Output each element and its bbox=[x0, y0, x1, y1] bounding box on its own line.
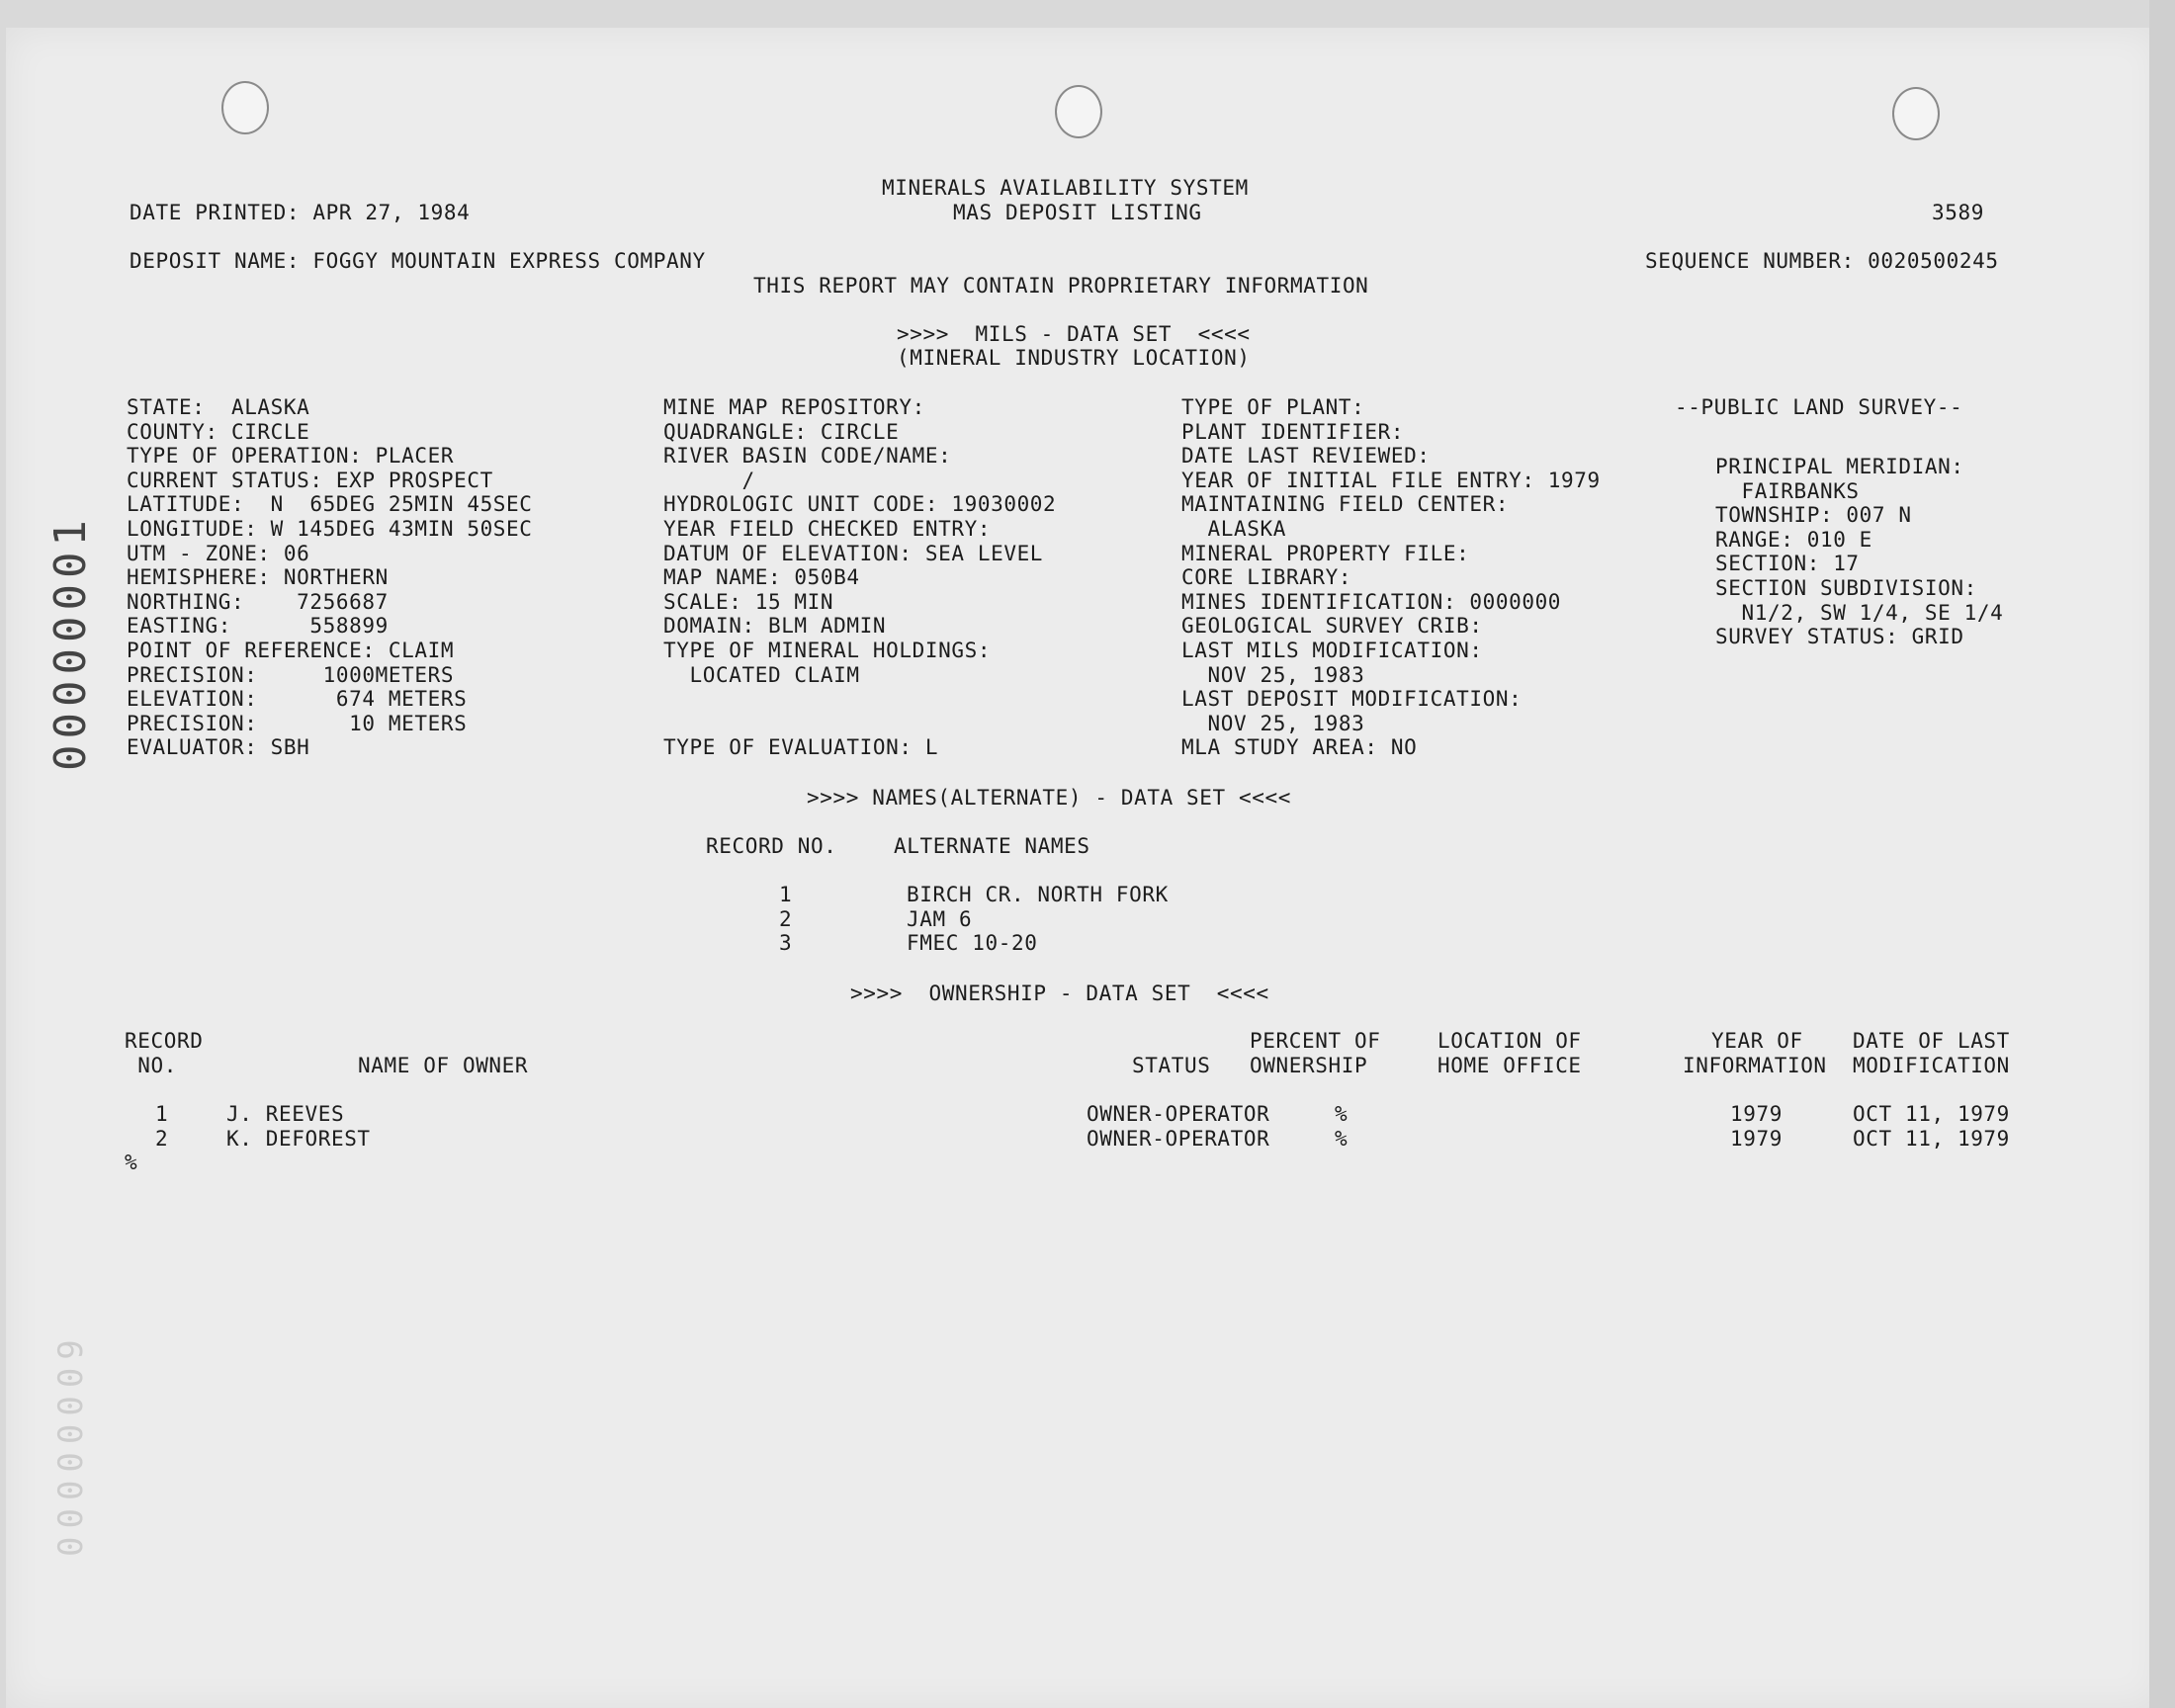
col4-field: SECTION SUBDIVISION: bbox=[1715, 576, 1977, 600]
header-record: RECORD bbox=[125, 1029, 204, 1053]
header-percent-2: OWNERSHIP bbox=[1250, 1054, 1368, 1077]
col1-field: EASTING: 558899 bbox=[127, 614, 389, 639]
col1-field: HEMISPHERE: NORTHERN bbox=[127, 565, 389, 590]
col1-field: TYPE OF OPERATION: PLACER bbox=[127, 444, 455, 469]
owner-year: 1979 bbox=[1730, 1102, 1783, 1126]
header-percent: PERCENT OF bbox=[1250, 1029, 1381, 1053]
col1-field: UTM - ZONE: 06 bbox=[127, 541, 310, 565]
header-location: LOCATION OF bbox=[1437, 1029, 1582, 1053]
col4-field: PRINCIPAL MERIDIAN: bbox=[1715, 455, 1964, 478]
col1-field: POINT OF REFERENCE: CLAIM bbox=[127, 639, 455, 662]
col2-field: DATUM OF ELEVATION: SEA LEVEL bbox=[663, 541, 1044, 565]
system-title: MINERALS AVAILABILITY SYSTEM bbox=[882, 176, 1249, 200]
col1-field: LATITUDE: N 65DEG 25MIN 45SEC bbox=[127, 492, 533, 517]
col1-field: EVALUATOR: SBH bbox=[127, 735, 310, 760]
page-number: 3589 bbox=[1932, 201, 1984, 224]
owner-status: OWNER-OPERATOR bbox=[1087, 1102, 1270, 1126]
col1-field: COUNTY: CIRCLE bbox=[127, 419, 310, 444]
owner-percent: % bbox=[1335, 1127, 1348, 1151]
header-location-2: HOME OFFICE bbox=[1437, 1054, 1582, 1077]
names-heading: >>>> NAMES(ALTERNATE) - DATA SET <<<< bbox=[807, 786, 1291, 810]
owner-year: 1979 bbox=[1730, 1127, 1783, 1151]
punch-hole-right bbox=[1892, 87, 1940, 140]
col3-field: MINES IDENTIFICATION: 0000000 bbox=[1181, 589, 1562, 614]
col3-field: ALASKA bbox=[1181, 517, 1286, 541]
names-record-header: RECORD NO. bbox=[706, 834, 837, 858]
col1-field: PRECISION: 10 METERS bbox=[127, 711, 468, 735]
header-record-no: NO. bbox=[125, 1054, 177, 1077]
col3-field: MLA STUDY AREA: NO bbox=[1181, 735, 1418, 760]
col3-field: NOV 25, 1983 bbox=[1181, 662, 1365, 687]
header-year: YEAR OF bbox=[1711, 1029, 1803, 1053]
col2-field: MINE MAP REPOSITORY: bbox=[663, 395, 925, 419]
owner-date: OCT 11, 1979 bbox=[1853, 1127, 2010, 1151]
col2-field: YEAR FIELD CHECKED ENTRY: bbox=[663, 517, 992, 541]
col1-field: LONGITUDE: W 145DEG 43MIN 50SEC bbox=[127, 517, 533, 541]
alternate-name: JAM 6 bbox=[907, 906, 973, 931]
owner-name: K. DEFOREST bbox=[226, 1127, 371, 1151]
col3-field: DATE LAST REVIEWED: bbox=[1181, 444, 1431, 469]
col4-field: N1/2, SW 1/4, SE 1/4 bbox=[1715, 600, 2004, 625]
owner-record-no: 2 bbox=[155, 1127, 169, 1151]
col1-field: PRECISION: 1000METERS bbox=[127, 662, 455, 687]
alternate-name: BIRCH CR. NORTH FORK bbox=[907, 883, 1169, 906]
col3-field: PLANT IDENTIFIER: bbox=[1181, 419, 1405, 444]
col2-field: RIVER BASIN CODE/NAME: bbox=[663, 444, 952, 469]
ownership-heading: >>>> OWNERSHIP - DATA SET <<<< bbox=[850, 982, 1269, 1005]
col4-field: SECTION: 17 bbox=[1715, 552, 1860, 576]
col3-field: MINERAL PROPERTY FILE: bbox=[1181, 541, 1470, 565]
owner-name: J. REEVES bbox=[226, 1102, 345, 1126]
owner-status: OWNER-OPERATOR bbox=[1087, 1127, 1270, 1151]
col3-field: NOV 25, 1983 bbox=[1181, 711, 1365, 735]
col2-field: SCALE: 15 MIN bbox=[663, 589, 834, 614]
punch-hole-left bbox=[221, 81, 269, 134]
mils-subheading: (MINERAL INDUSTRY LOCATION) bbox=[897, 346, 1251, 370]
col2-field: QUADRANGLE: CIRCLE bbox=[663, 419, 900, 444]
owner-date: OCT 11, 1979 bbox=[1853, 1102, 2010, 1126]
col3-field: TYPE OF PLANT: bbox=[1181, 395, 1365, 419]
names-record-no: 1 bbox=[779, 883, 793, 906]
header-owner: NAME OF OWNER bbox=[358, 1054, 529, 1077]
ownership-trailer: % bbox=[125, 1151, 138, 1174]
col4-field: --PUBLIC LAND SURVEY-- bbox=[1675, 395, 1963, 419]
col3-field: MAINTAINING FIELD CENTER: bbox=[1181, 492, 1510, 517]
faint-frame-number: 00000009 bbox=[51, 1331, 91, 1557]
col1-field: CURRENT STATUS: EXP PROSPECT bbox=[127, 468, 493, 492]
sequence-number: SEQUENCE NUMBER: 0020500245 bbox=[1645, 249, 1999, 273]
col4-field: RANGE: 010 E bbox=[1715, 527, 1872, 552]
deposit-name: DEPOSIT NAME: FOGGY MOUNTAIN EXPRESS COMPANY bbox=[130, 249, 706, 273]
alternate-name: FMEC 10-20 bbox=[907, 931, 1038, 955]
col2-field: TYPE OF EVALUATION: L bbox=[663, 735, 939, 760]
col1-field: NORTHING: 7256687 bbox=[127, 589, 389, 614]
date-printed: DATE PRINTED: APR 27, 1984 bbox=[130, 201, 471, 224]
header-year-2: INFORMATION bbox=[1683, 1054, 1827, 1077]
col4-field: FAIRBANKS bbox=[1715, 478, 1860, 503]
page-edge bbox=[2149, 0, 2175, 1708]
names-record-no: 3 bbox=[779, 931, 793, 955]
col3-field: CORE LIBRARY: bbox=[1181, 565, 1352, 590]
col3-field: LAST DEPOSIT MODIFICATION: bbox=[1181, 687, 1522, 712]
frame-number: 00000001 bbox=[45, 514, 96, 771]
header-date: DATE OF LAST bbox=[1853, 1029, 2010, 1053]
mils-heading: >>>> MILS - DATA SET <<<< bbox=[897, 322, 1251, 346]
owner-record-no: 1 bbox=[155, 1102, 169, 1126]
col4-field: SURVEY STATUS: GRID bbox=[1715, 625, 1964, 649]
listing-title: MAS DEPOSIT LISTING bbox=[953, 201, 1202, 224]
col3-field: LAST MILS MODIFICATION: bbox=[1181, 639, 1483, 662]
names-alternate-header: ALTERNATE NAMES bbox=[894, 834, 1090, 858]
header-status: STATUS bbox=[1132, 1054, 1211, 1077]
header-date-2: MODIFICATION bbox=[1853, 1054, 2010, 1077]
col2-field: TYPE OF MINERAL HOLDINGS: bbox=[663, 639, 992, 662]
col2-field: MAP NAME: 050B4 bbox=[663, 565, 860, 590]
col2-field: DOMAIN: BLM ADMIN bbox=[663, 614, 887, 639]
names-record-no: 2 bbox=[779, 906, 793, 931]
proprietary-notice: THIS REPORT MAY CONTAIN PROPRIETARY INFORMATION bbox=[753, 274, 1369, 298]
col2-field: HYDROLOGIC UNIT CODE: 19030002 bbox=[663, 492, 1057, 517]
owner-percent: % bbox=[1335, 1102, 1348, 1126]
col3-field: YEAR OF INITIAL FILE ENTRY: 1979 bbox=[1181, 468, 1601, 492]
col1-field: STATE: ALASKA bbox=[127, 395, 310, 419]
col1-field: ELEVATION: 674 METERS bbox=[127, 687, 468, 712]
col2-field: LOCATED CLAIM bbox=[663, 662, 860, 687]
col4-field: TOWNSHIP: 007 N bbox=[1715, 503, 1912, 528]
col3-field: GEOLOGICAL SURVEY CRIB: bbox=[1181, 614, 1483, 639]
col2-field: / bbox=[663, 468, 755, 492]
punch-hole-center bbox=[1055, 85, 1102, 138]
